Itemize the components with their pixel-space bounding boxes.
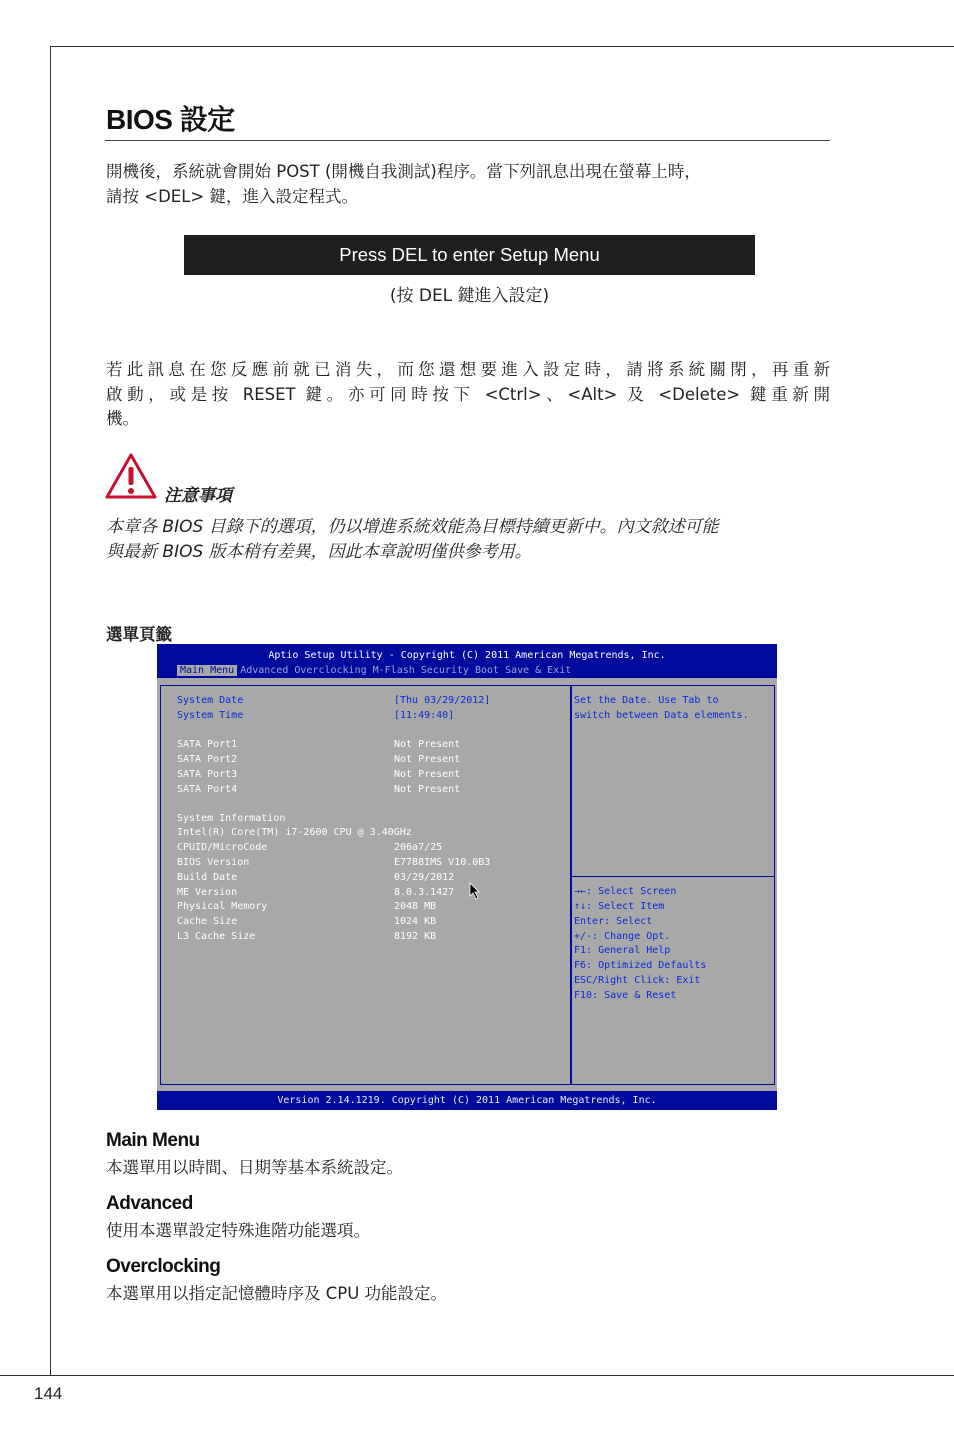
reboot-line-2: 啟動，或是按 RESET 鍵。亦可同時按下 <Ctrl>、<Alt> 及 <Delete> 鍵重新開 [106,384,830,404]
reboot-line-3: 機。 [106,409,139,428]
mouse-pointer-icon [469,882,481,900]
help-description-line-1: Set the Date. Use Tab to [574,695,719,706]
help-description-line-2: switch between Data elements. [574,710,749,721]
bios-help-panel [570,685,775,1085]
caution-line-2: 與最新 BIOS 版本稍有差異，因此本章說明僅供參考用。 [106,542,532,562]
del-message-box: Press DEL to enter Setup Menu [184,235,755,275]
bios-body [157,678,777,1091]
intro-line-1: 開機後，系統就會開始 POST (開機自我測試)程序。當下列訊息出現在螢幕上時， [106,162,701,181]
help-key-esc: ESC/Right Click: Exit [574,975,701,986]
section-main-menu-desc: 本選單用以時間、日期等基本系統設定。 [106,1158,403,1177]
bios-header: Aptio Setup Utility - Copyright (C) 2011 American Megatrends, Inc. [268,650,666,661]
bios-tab-overclocking[interactable]: Overclocking [294,665,367,676]
help-divider [571,876,774,877]
help-key-enter: Enter: Select [574,916,653,927]
reboot-paragraph [106,358,830,432]
help-key-select-screen: →←: Select Screen [574,886,677,897]
section-advanced-title: Advanced [106,1193,193,1214]
title-divider [105,140,830,141]
caution-note [106,515,830,565]
help-key-f1: F1: General Help [574,945,671,956]
bios-tab-bar [177,665,574,678]
del-message-caption: (按 DEL 鍵進入設定) [389,286,550,306]
section-overclocking-title: Overclocking [106,1256,221,1277]
page-number: 144 [34,1384,63,1403]
bios-tab-boot[interactable]: Boot [474,665,500,676]
section-advanced-desc: 使用本選單設定特殊進階功能選項。 [106,1221,370,1240]
page-frame-bottom [0,1375,954,1376]
section-main-menu-title: Main Menu [106,1130,200,1151]
warning-icon [105,452,157,500]
bios-screenshot [157,644,777,1110]
page-frame-left [50,46,51,1376]
bios-tab-save-exit[interactable]: Save & Exit [505,665,572,676]
bios-tab-m-flash[interactable]: M-Flash [372,665,415,676]
bios-tab-advanced[interactable]: Advanced [240,665,289,676]
bios-main-panel: System Date [Thu 03/29/2012] System Time [11:49:40] SATA Port1 Not Present SATA Port2 Not Present SATA Port3 Not Present SATA Port4 Not Present System Information Intel(R) Core(TM) i7-2600 CPU @ 3.40GHz CPUID/MicroCode 206a7/25 BIOS Version E7788IMS V10.0B3 Build Date 03/29/2012 ME Version 8.0.3.1427 Physical Memory 2048 MB Cache Size 1024 KB L3 Cache Size 8192 KB [160,685,572,1085]
help-key-select-item: ↑↓: Select Item [574,901,665,912]
bios-tab-security[interactable]: Security [420,665,469,676]
section-overclocking-desc: 本選單用以指定記憶體時序及 CPU 功能設定。 [106,1284,448,1303]
reboot-line-1: 若此訊息在您反應前就已消失，而您還想要進入設定時，請將系統關閉，再重新 [106,360,830,379]
intro-paragraph [106,160,830,209]
caution-title: 注意事項 [164,486,232,506]
page-frame-top [50,46,954,47]
intro-line-2: 請按 <DEL> 鍵，進入設定程式。 [106,186,358,206]
help-key-f6: F6: Optimized Defaults [574,960,707,971]
help-key-change-opt: +/-: Change Opt. [574,931,671,942]
menu-tabs-heading: 選單頁籤 [106,625,172,644]
caution-line-1: 本章各 BIOS 目錄下的選項，仍以增進系統效能為目標持續更新中。內文敘述可能 [106,517,719,537]
bios-footer: Version 2.14.1219. Copyright (C) 2011 American Megatrends, Inc. [277,1095,657,1106]
help-key-f10: F10: Save & Reset [574,990,677,1001]
bios-tab-main-menu[interactable]: Main Menu [177,665,237,676]
page-title: BIOS 設定 [106,104,235,135]
